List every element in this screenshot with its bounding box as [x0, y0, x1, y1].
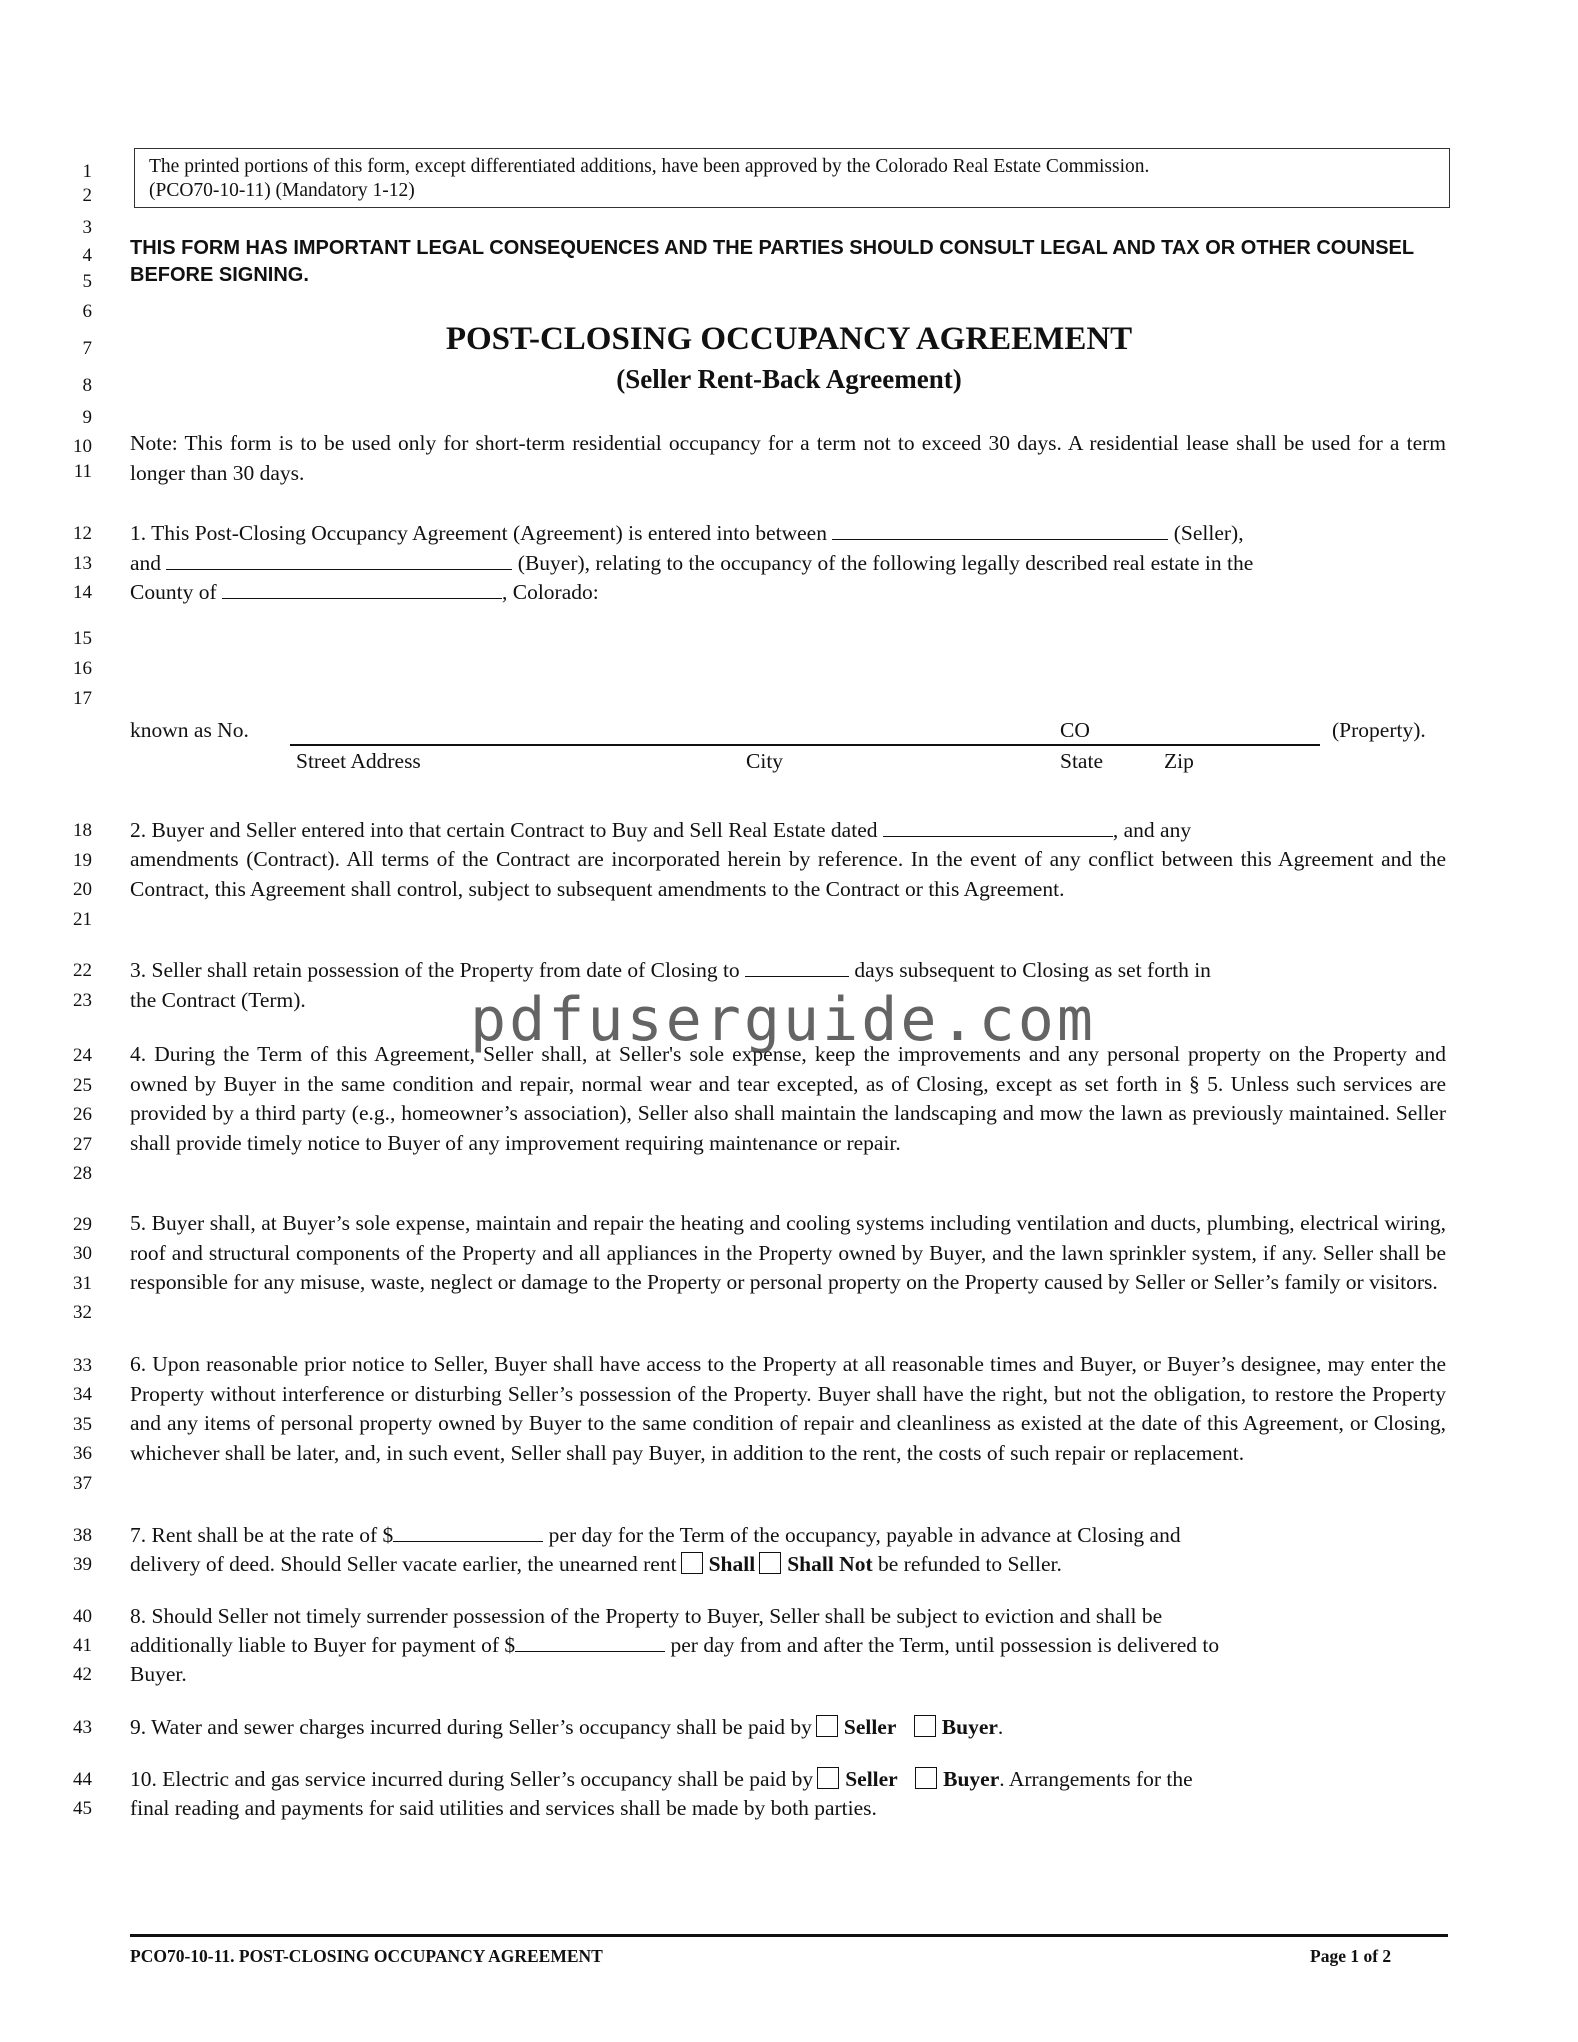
section-10-text-b: . Arrangements for the [999, 1767, 1193, 1791]
approval-notice-box [134, 148, 1450, 208]
line-number: 9 [82, 407, 92, 428]
section-8-line-3: Buyer. [130, 1662, 187, 1686]
line-number: 43 [73, 1717, 92, 1738]
section-6-paragraph: 6. Upon reasonable prior notice to Seller, Buyer shall have access to the Property at all reasonable times and Buyer, or Buyer’s designee, may enter the Property without interference or disturbing Seller’s possession of the Property. Buyer shall have the right, but not the obligation, to restore the Property and any items of personal property owned by Buyer to the same condition of repair and cleanliness as existed at the date of this Agreement, or Closing, whichever shall be later, and, in such event, Seller shall pay Buyer, in addition to the rent, the costs of such repair or replacement. [130, 1352, 1446, 1465]
section-9-end: . [997, 1715, 1004, 1739]
zip-caption: Zip [1164, 749, 1194, 773]
section-8-text-b: additionally liable to Buyer for payment of $ [130, 1633, 516, 1657]
line-number: 31 [73, 1273, 92, 1294]
section-1-text-b: (Seller), [1173, 521, 1244, 545]
watermark: pdfuserguide.com [470, 985, 1096, 1055]
line-number: 6 [82, 301, 92, 322]
section-10-text-a: 10. Electric and gas service incurred during Seller’s occupancy shall be paid by [130, 1767, 814, 1791]
legal-warning: THIS FORM HAS IMPORTANT LEGAL CONSEQUENCES AND THE PARTIES SHOULD CONSULT LEGAL AND TAX OR OTHER COUNSEL BEFORE SIGNING. [130, 237, 1414, 286]
line-number: 39 [73, 1554, 92, 1575]
page-title: POST-CLOSING OCCUPANCY AGREEMENT [445, 321, 1133, 357]
line-number: 8 [82, 375, 92, 396]
line-number: 21 [73, 909, 92, 930]
line-number: 11 [73, 461, 92, 482]
line-number: 12 [73, 523, 92, 544]
line-number: 10 [73, 436, 92, 457]
line-number: 15 [73, 628, 92, 649]
line-number: 41 [73, 1635, 92, 1656]
electric-buyer-label: Buyer [943, 1767, 1000, 1791]
line-number: 24 [73, 1045, 92, 1066]
shall-label: Shall [708, 1552, 756, 1576]
line-number: 42 [73, 1664, 92, 1685]
rent-rate-field[interactable] [393, 1523, 543, 1542]
contract-date-field[interactable] [883, 818, 1113, 837]
line-number: 19 [73, 850, 92, 871]
section-2-text-b: , and any [1112, 818, 1192, 842]
section-1-line-1 [130, 518, 1446, 548]
section-3-text-a: 3. Seller shall retain possession of the Property from date of Closing to [130, 958, 740, 982]
line-number: 30 [73, 1243, 92, 1264]
line-number: 26 [73, 1104, 92, 1125]
approval-notice-line1: The printed portions of this form, except differentiated additions, have been approved by the Colorado Real Estate Commission. [149, 156, 1150, 177]
shall-not-checkbox[interactable] [759, 1552, 781, 1574]
electric-seller-label: Seller [845, 1767, 898, 1791]
line-number: 1 [82, 161, 92, 182]
line-number: 29 [73, 1214, 92, 1235]
water-buyer-checkbox[interactable] [914, 1715, 936, 1737]
note-paragraph: Note: This form is to be used only for short-term residential occupancy for a term not to exceed 30 days. A residential lease shall be used for a term longer than 30 days. [130, 431, 1446, 485]
section-7-text-c: delivery of deed. Should Seller vacate earlier, the unearned rent [130, 1552, 677, 1576]
line-number: 28 [73, 1163, 92, 1184]
water-buyer-label: Buyer [941, 1715, 998, 1739]
line-number: 13 [73, 553, 92, 574]
line-number: 3 [82, 217, 92, 238]
line-number: 17 [73, 688, 92, 709]
electric-seller-checkbox[interactable] [817, 1767, 839, 1789]
section-1-text-f: , Colorado: [501, 580, 599, 604]
section-1-text-c: and [130, 551, 162, 575]
section-1-text-e: County of [130, 580, 217, 604]
line-number: 18 [73, 820, 92, 841]
line-number: 20 [73, 879, 92, 900]
line-number: 5 [82, 271, 92, 292]
section-9-line [130, 1712, 1446, 1742]
property-label: (Property). [1332, 718, 1426, 742]
footer-page-number: Page 1 of 2 [1310, 1946, 1392, 1966]
known-as-label: known as No. [130, 718, 249, 742]
line-number: 14 [73, 582, 92, 603]
state-caption: State [1060, 749, 1103, 773]
section-1-text-a: 1. This Post-Closing Occupancy Agreement (Agreement) is entered into between [130, 521, 827, 545]
county-field[interactable] [222, 580, 502, 599]
section-7-line-2 [130, 1549, 1446, 1579]
line-number: 34 [73, 1384, 92, 1405]
section-2-line-1 [130, 815, 1446, 845]
section-4-paragraph: 4. During the Term of this Agreement, Seller shall, at Seller's sole expense, keep the improvements and any personal property on the Property and owned by Buyer in the same condition and repair, normal wear and tear excepted, as of Closing, except as set forth in § 5. Unless such services are provided by a third party (e.g., homeowner’s association), Seller also shall maintain the landscaping and mow the lawn as previously maintained. Seller shall provide timely notice to Buyer of any improvement requiring maintenance or repair. [130, 1042, 1446, 1155]
line-number: 22 [73, 960, 92, 981]
section-2-text-a: 2. Buyer and Seller entered into that certain Contract to Buy and Sell Real Estate dated [130, 818, 878, 842]
water-seller-checkbox[interactable] [816, 1715, 838, 1737]
line-number: 27 [73, 1134, 92, 1155]
seller-name-field[interactable] [832, 521, 1168, 540]
line-number: 44 [73, 1769, 92, 1790]
section-8-line-1: 8. Should Seller not timely surrender possession of the Property to Buyer, Seller shall be subject to eviction and shall be [130, 1604, 1163, 1628]
line-number: 40 [73, 1606, 92, 1627]
section-3-line-1 [130, 955, 1446, 985]
section-7-text-b: per day for the Term of the occupancy, payable in advance at Closing and [548, 1523, 1181, 1547]
footer-rule [130, 1934, 1448, 1937]
section-7-text-d: be refunded to Seller. [878, 1552, 1062, 1576]
line-number: 37 [73, 1473, 92, 1494]
holdover-rate-field[interactable] [515, 1633, 665, 1652]
section-1-line-3 [130, 577, 1446, 607]
line-number: 33 [73, 1355, 92, 1376]
shall-checkbox[interactable] [681, 1552, 703, 1574]
water-seller-label: Seller [843, 1715, 897, 1739]
footer-form-id: PCO70-10-11. POST-CLOSING OCCUPANCY AGREEMENT [130, 1946, 603, 1966]
section-1-line-2 [130, 548, 1446, 578]
page-subtitle: (Seller Rent-Back Agreement) [616, 364, 962, 394]
buyer-name-field[interactable] [166, 551, 512, 570]
city-caption: City [746, 749, 784, 773]
section-3-text-b: days subsequent to Closing as set forth in [854, 958, 1211, 982]
line-number: 36 [73, 1443, 92, 1464]
line-number: 25 [73, 1075, 92, 1096]
section-8-line-2 [130, 1630, 1446, 1660]
line-number: 23 [73, 990, 92, 1011]
line-number: 4 [82, 245, 92, 266]
line-number: 32 [73, 1302, 92, 1323]
section-10-line-2: final reading and payments for said utilities and services shall be made by both parties. [130, 1796, 877, 1820]
section-2-paragraph: amendments (Contract). All terms of the Contract are incorporated herein by reference. In the event of any conflict between this Agreement and the Contract, this Agreement shall control, subject to subsequent amendments to the Contract or this Agreement. [130, 847, 1446, 901]
section-7-line-1 [130, 1520, 1446, 1550]
electric-buyer-checkbox[interactable] [915, 1767, 937, 1789]
section-5-paragraph: 5. Buyer shall, at Buyer’s sole expense, maintain and repair the heating and cooling systems including ventilation and ducts, plumbing, electrical wiring, roof and structural components of the Property and all appliances in the Property owned by Buyer, and the lawn sprinkler system, if any. Seller shall be responsible for any misuse, waste, neglect or damage to the Property or personal property on the Property caused by Seller or Seller’s family or visitors. [130, 1211, 1446, 1294]
section-8-text-c: per day from and after the Term, until possession is delivered to [670, 1633, 1220, 1657]
line-number: 38 [73, 1525, 92, 1546]
line-number: 45 [73, 1798, 92, 1819]
shall-not-label: Shall Not [787, 1552, 873, 1576]
line-number: 16 [73, 658, 92, 679]
line-number: 35 [73, 1414, 92, 1435]
section-1-text-d: (Buyer), relating to the occupancy of the following legally described real estate in the [517, 551, 1254, 575]
term-days-field[interactable] [745, 958, 849, 977]
section-10-line-1 [130, 1764, 1446, 1794]
line-number: 2 [82, 185, 92, 206]
section-7-text-a: 7. Rent shall be at the rate of $ [130, 1523, 394, 1547]
section-9-text: 9. Water and sewer charges incurred during Seller’s occupancy shall be paid by [130, 1715, 812, 1739]
street-address-caption: Street Address [296, 749, 421, 773]
approval-notice-line2: (PCO70-10-11) (Mandatory 1-12) [149, 180, 415, 201]
state-value: CO [1060, 718, 1090, 742]
line-number: 7 [82, 338, 92, 359]
section-3-line-2: the Contract (Term). [130, 988, 306, 1012]
